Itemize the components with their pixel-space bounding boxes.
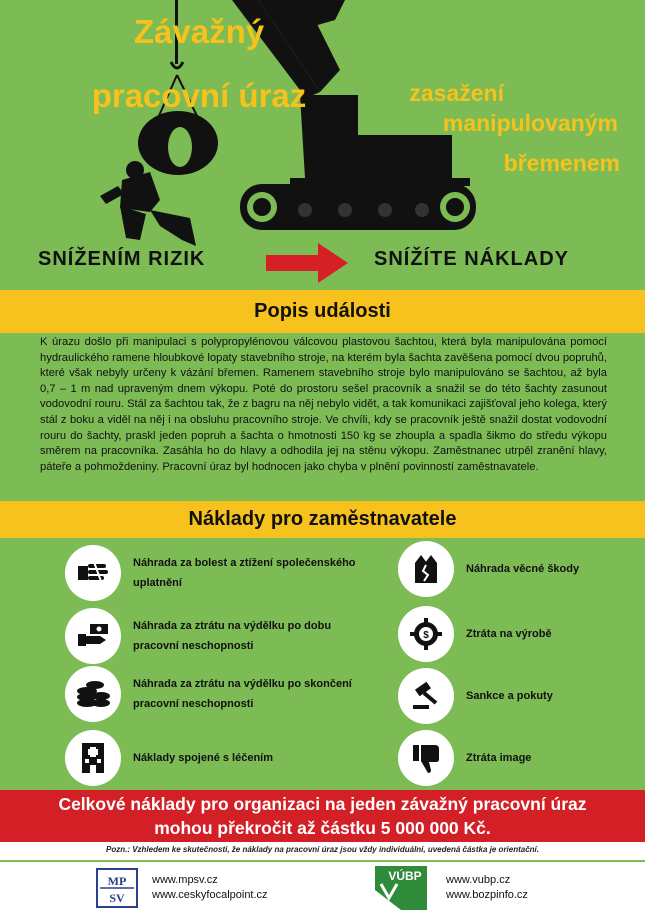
cost-item-earnings-during: [65, 608, 331, 664]
svg-text:MP: MP: [107, 874, 127, 888]
cost-label-line: Náhrada za ztrátu na výdělku po skončení: [133, 678, 352, 690]
mpsv-logo: [96, 868, 138, 908]
cost-label-line: pracovní neschopnosti: [133, 640, 254, 652]
svg-text:SV: SV: [109, 891, 125, 905]
svg-text:VÚBP: VÚBP: [388, 869, 422, 883]
cost-label-line: pracovní neschopnosti: [133, 698, 254, 710]
link-ceskyfocalpoint[interactable]: www.ceskyfocalpoint.cz: [152, 889, 268, 901]
total-line-2: mohou překročit až částku 5 000 000 Kč.: [154, 818, 491, 838]
cost-label-line: Ztráta image: [466, 752, 532, 764]
costs-heading: Náklady pro zaměstnavatele: [0, 501, 645, 538]
coins-stack-icon: [65, 666, 121, 722]
svg-text:$: $: [423, 630, 429, 641]
subtitle-line-2: manipulovaným: [442, 110, 618, 136]
vubp-logo: [375, 866, 427, 910]
thumbs-down-icon: [398, 730, 454, 786]
arrow-right-icon: [266, 243, 352, 283]
cost-item-penalties: [398, 668, 553, 724]
money-gear-icon: [398, 606, 454, 662]
cost-item-pain: [65, 545, 356, 601]
title-line-1: Závažný: [133, 13, 265, 50]
total-cost-banner: [0, 790, 645, 842]
subtitle-line-3: břemenem: [503, 150, 620, 176]
gavel-icon: [398, 668, 454, 724]
cost-item-image: [398, 730, 531, 786]
link-vubp[interactable]: www.vubp.cz: [446, 874, 511, 886]
footnote: Pozn.: Vzhledem ke skutečnosti, že náklady na pracovní úraz jsou vždy individuální, uvedená částka je orientační.: [105, 845, 540, 854]
hand-bandage-icon: [65, 545, 121, 601]
cost-label-line: Ztráta na výrobě: [466, 628, 552, 640]
hand-money-icon: [65, 608, 121, 664]
cost-label-line: Náhrada za ztrátu na výdělku po dobu: [133, 620, 332, 632]
title-line-2: pracovní úraz: [91, 77, 307, 114]
broken-box-icon: [398, 541, 454, 597]
hospital-icon: [65, 730, 121, 786]
cost-item-property: [398, 541, 579, 597]
event-description: K úrazu došlo při manipulaci s polypropylénovou válcovou plastovou šachtou, která byla manipulována pomocí hydraulického ramene hloubkové lopaty stavebního stroje, na kterém byla šachta zavěšena pomocí dvou popruhů, které však nebyly určeny k vázání břemen. Ramenem stavebního stroje bylo manipulováno se šachtou, až byla 0,7 – 1 m nad upraveným dnem výkopu. Poté do prostoru sešel pracovník a snažil se do této šachty zasunout vodovodní rouru. Stál za šachtou tak, že z bagru na něj nebylo vidět, a tak komunikaci zajišťoval jeho kolega, který stál z boku a viděl na něj i na obsluhu pracovního stroje. Ve chvíli, kdy se pracovník ještě snažil dostat vodovodní rouru do šachty, praskl jeden popruh a šachta o hmotnosti 150 kg se zhoupla a spadla šikmo do středu výkopu směrem na pracovníka. Zasáhla ho do hlavy a odhodila jej na stěnu výkopu. Zaměstnanec utrpěl zranění hlavy, páteře a pohmoždeniny. Pracovní úraz byl hodnocen jako chyba v plnění povinností zaměstnavatele.: [40, 336, 607, 473]
cost-label-line: Sankce a pokuty: [466, 690, 553, 702]
slogan-left: SNÍŽENÍM RIZIK: [38, 248, 206, 270]
footer-divider: [0, 860, 645, 862]
cost-label-line: Náklady spojené s léčením: [133, 752, 274, 764]
hero-section: [0, 0, 645, 290]
cost-item-earnings-after: [65, 666, 352, 722]
cost-label-line: Náhrada věcné škody: [466, 563, 580, 575]
cost-label-line: uplatnění: [133, 577, 182, 589]
link-mpsv[interactable]: www.mpsv.cz: [152, 874, 218, 886]
event-heading: Popis události: [0, 290, 645, 333]
subtitle-line-1: zasažení: [409, 80, 504, 106]
total-line-1: Celkové náklady pro organizaci na jeden závažný pracovní úraz: [58, 794, 587, 814]
cost-item-treatment: [65, 730, 273, 786]
link-bozpinfo[interactable]: www.bozpinfo.cz: [446, 889, 528, 901]
cost-item-production: [398, 606, 552, 662]
cost-label-line: Náhrada za bolest a ztížení společenského: [133, 557, 356, 569]
slogan-right: SNÍŽÍTE NÁKLADY: [374, 248, 569, 270]
